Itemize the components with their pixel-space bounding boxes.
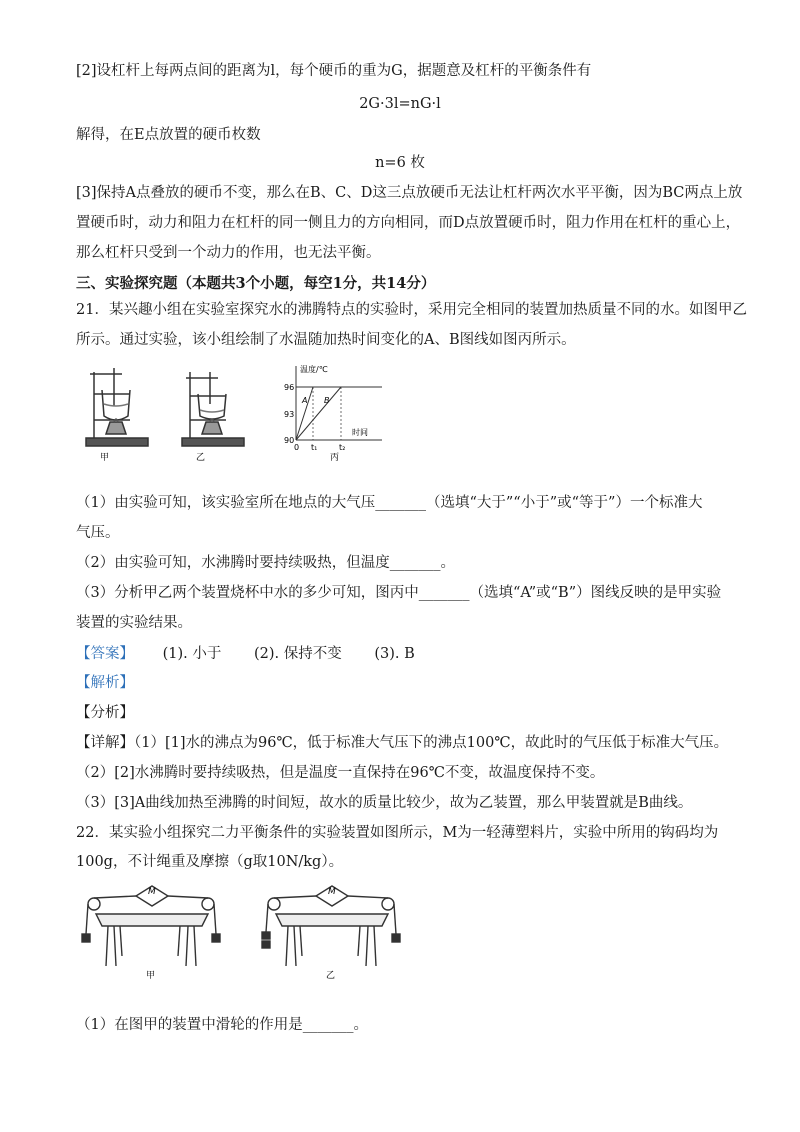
- figure-label-jia: 甲: [100, 453, 110, 463]
- temperature-time-graph: [284, 364, 382, 463]
- question-22-sub1: （1）在图甲的装置中滑轮的作用是_______。: [76, 1017, 368, 1033]
- answer-3: (3). B: [374, 646, 415, 662]
- question-22-line2: 100g，不计绳重及摩擦（g取10N/kg）。: [76, 854, 344, 870]
- tick-x-0: 0: [294, 443, 300, 452]
- question-22-line1: 22．某实验小组探究二力平衡条件的实验装置如图所示，M为一轻薄塑料片，实验中所用的钩码均为: [76, 825, 719, 841]
- answer-1: (1). 小于: [162, 646, 222, 662]
- question-21-sub1-a: （1）由实验可知，该实验室所在地点的大气压_______（选填“大于”“小于”或“等于”）一个标准大: [76, 495, 703, 511]
- text-line: [3]保持A点叠放的硬币不变，那么在B、C、D这三点放硬币无法让杠杆两次水平平衡，因为BC两点上放: [76, 185, 743, 201]
- answer-tag: 【答案】: [76, 646, 134, 662]
- section-title: 三、实验探究题（本题共3个小题，每空1分，共14分）: [76, 275, 436, 292]
- detail-line3: （3）[3]A曲线加热至沸腾的时间短，故水的质量比较少，故为乙装置，那么甲装置就是B曲线。: [76, 795, 693, 811]
- boiling-experiment-figure: [84, 360, 384, 465]
- tick-y-90: 90: [284, 436, 295, 445]
- fenxi-tag: 【分析】: [76, 705, 134, 721]
- text-line: 那么杠杆只受到一个动力的作用，也无法平衡。: [76, 245, 381, 261]
- answer-row: [76, 644, 415, 664]
- detail-line2: （2）[2]水沸腾时要持续吸热，但是温度一直保持在96℃不变，故温度保持不变。: [76, 765, 605, 781]
- curve-b-label: B: [324, 396, 330, 405]
- question-21-sub3-a: （3）分析甲乙两个装置烧杯中水的多少可知，图丙中_______（选填“A”或“B”）图线反映的是甲实验: [76, 585, 722, 601]
- figure-label-yi-22: 乙: [326, 971, 336, 980]
- text-line: 置硬币时，动力和阻力在杠杆的同一侧且力的方向相同，而D点放置硬币时，阻力作用在杠杆的重心上，: [76, 215, 741, 231]
- question-21-sub3-b: 装置的实验结果。: [76, 615, 192, 631]
- answer-2: (2). 保持不变: [253, 646, 342, 662]
- tick-x-t2: t₂: [339, 443, 346, 452]
- detail-text1: （1）[1]水的沸点为96℃，低于标准大气压下的沸点100℃，故此时的气压低于标准大气压。: [134, 735, 729, 751]
- detail-line1: [76, 733, 728, 753]
- two-force-balance-figure: [76, 880, 416, 980]
- label-m-jia: M: [148, 887, 156, 897]
- question-21-line2: 所示。通过实验，该小组绘制了水温随加热时间变化的A、B图线如图丙所示。: [76, 332, 576, 348]
- apparatus-jia: [86, 368, 148, 446]
- curve-a-line: [296, 387, 313, 440]
- question-21-line1: 21．某兴趣小组在实验室探究水的沸腾特点的实验时，采用完全相同的装置加热质量不同的水。如图甲乙: [76, 302, 747, 318]
- apparatus-yi: [182, 372, 244, 446]
- balance-apparatus-jia: [82, 886, 220, 966]
- detail-tag: 【详解】: [76, 735, 134, 751]
- tick-y-93: 93: [284, 410, 295, 419]
- graph-xlabel: 时间: [352, 428, 368, 437]
- equation: n=6 枚: [375, 155, 425, 171]
- curve-a-label: A: [302, 396, 308, 405]
- text-line: [2]设杠杆上每两点间的距离为l，每个硬币的重为G，据题意及杠杆的平衡条件有: [76, 63, 592, 79]
- figure-label-bing: 丙: [330, 453, 340, 463]
- tick-x-t1: t₁: [311, 443, 318, 452]
- label-m-yi: M: [328, 887, 336, 897]
- tick-y-96: 96: [284, 383, 295, 392]
- analysis-tag: 【解析】: [76, 675, 134, 691]
- figure-label-yi: 乙: [196, 453, 206, 463]
- graph-ylabel: 温度/℃: [300, 365, 328, 374]
- balance-apparatus-yi: [262, 886, 400, 966]
- figure-label-jia-22: 甲: [146, 971, 156, 980]
- text-line: 解得，在E点放置的硬币枚数: [76, 127, 261, 143]
- curve-b-line: [296, 387, 341, 440]
- question-21-sub2: （2）由实验可知，水沸腾时要持续吸热，但温度_______。: [76, 555, 455, 571]
- question-21-sub1-b: 气压。: [76, 525, 120, 541]
- equation: 2G·3l=nG·l: [359, 96, 441, 112]
